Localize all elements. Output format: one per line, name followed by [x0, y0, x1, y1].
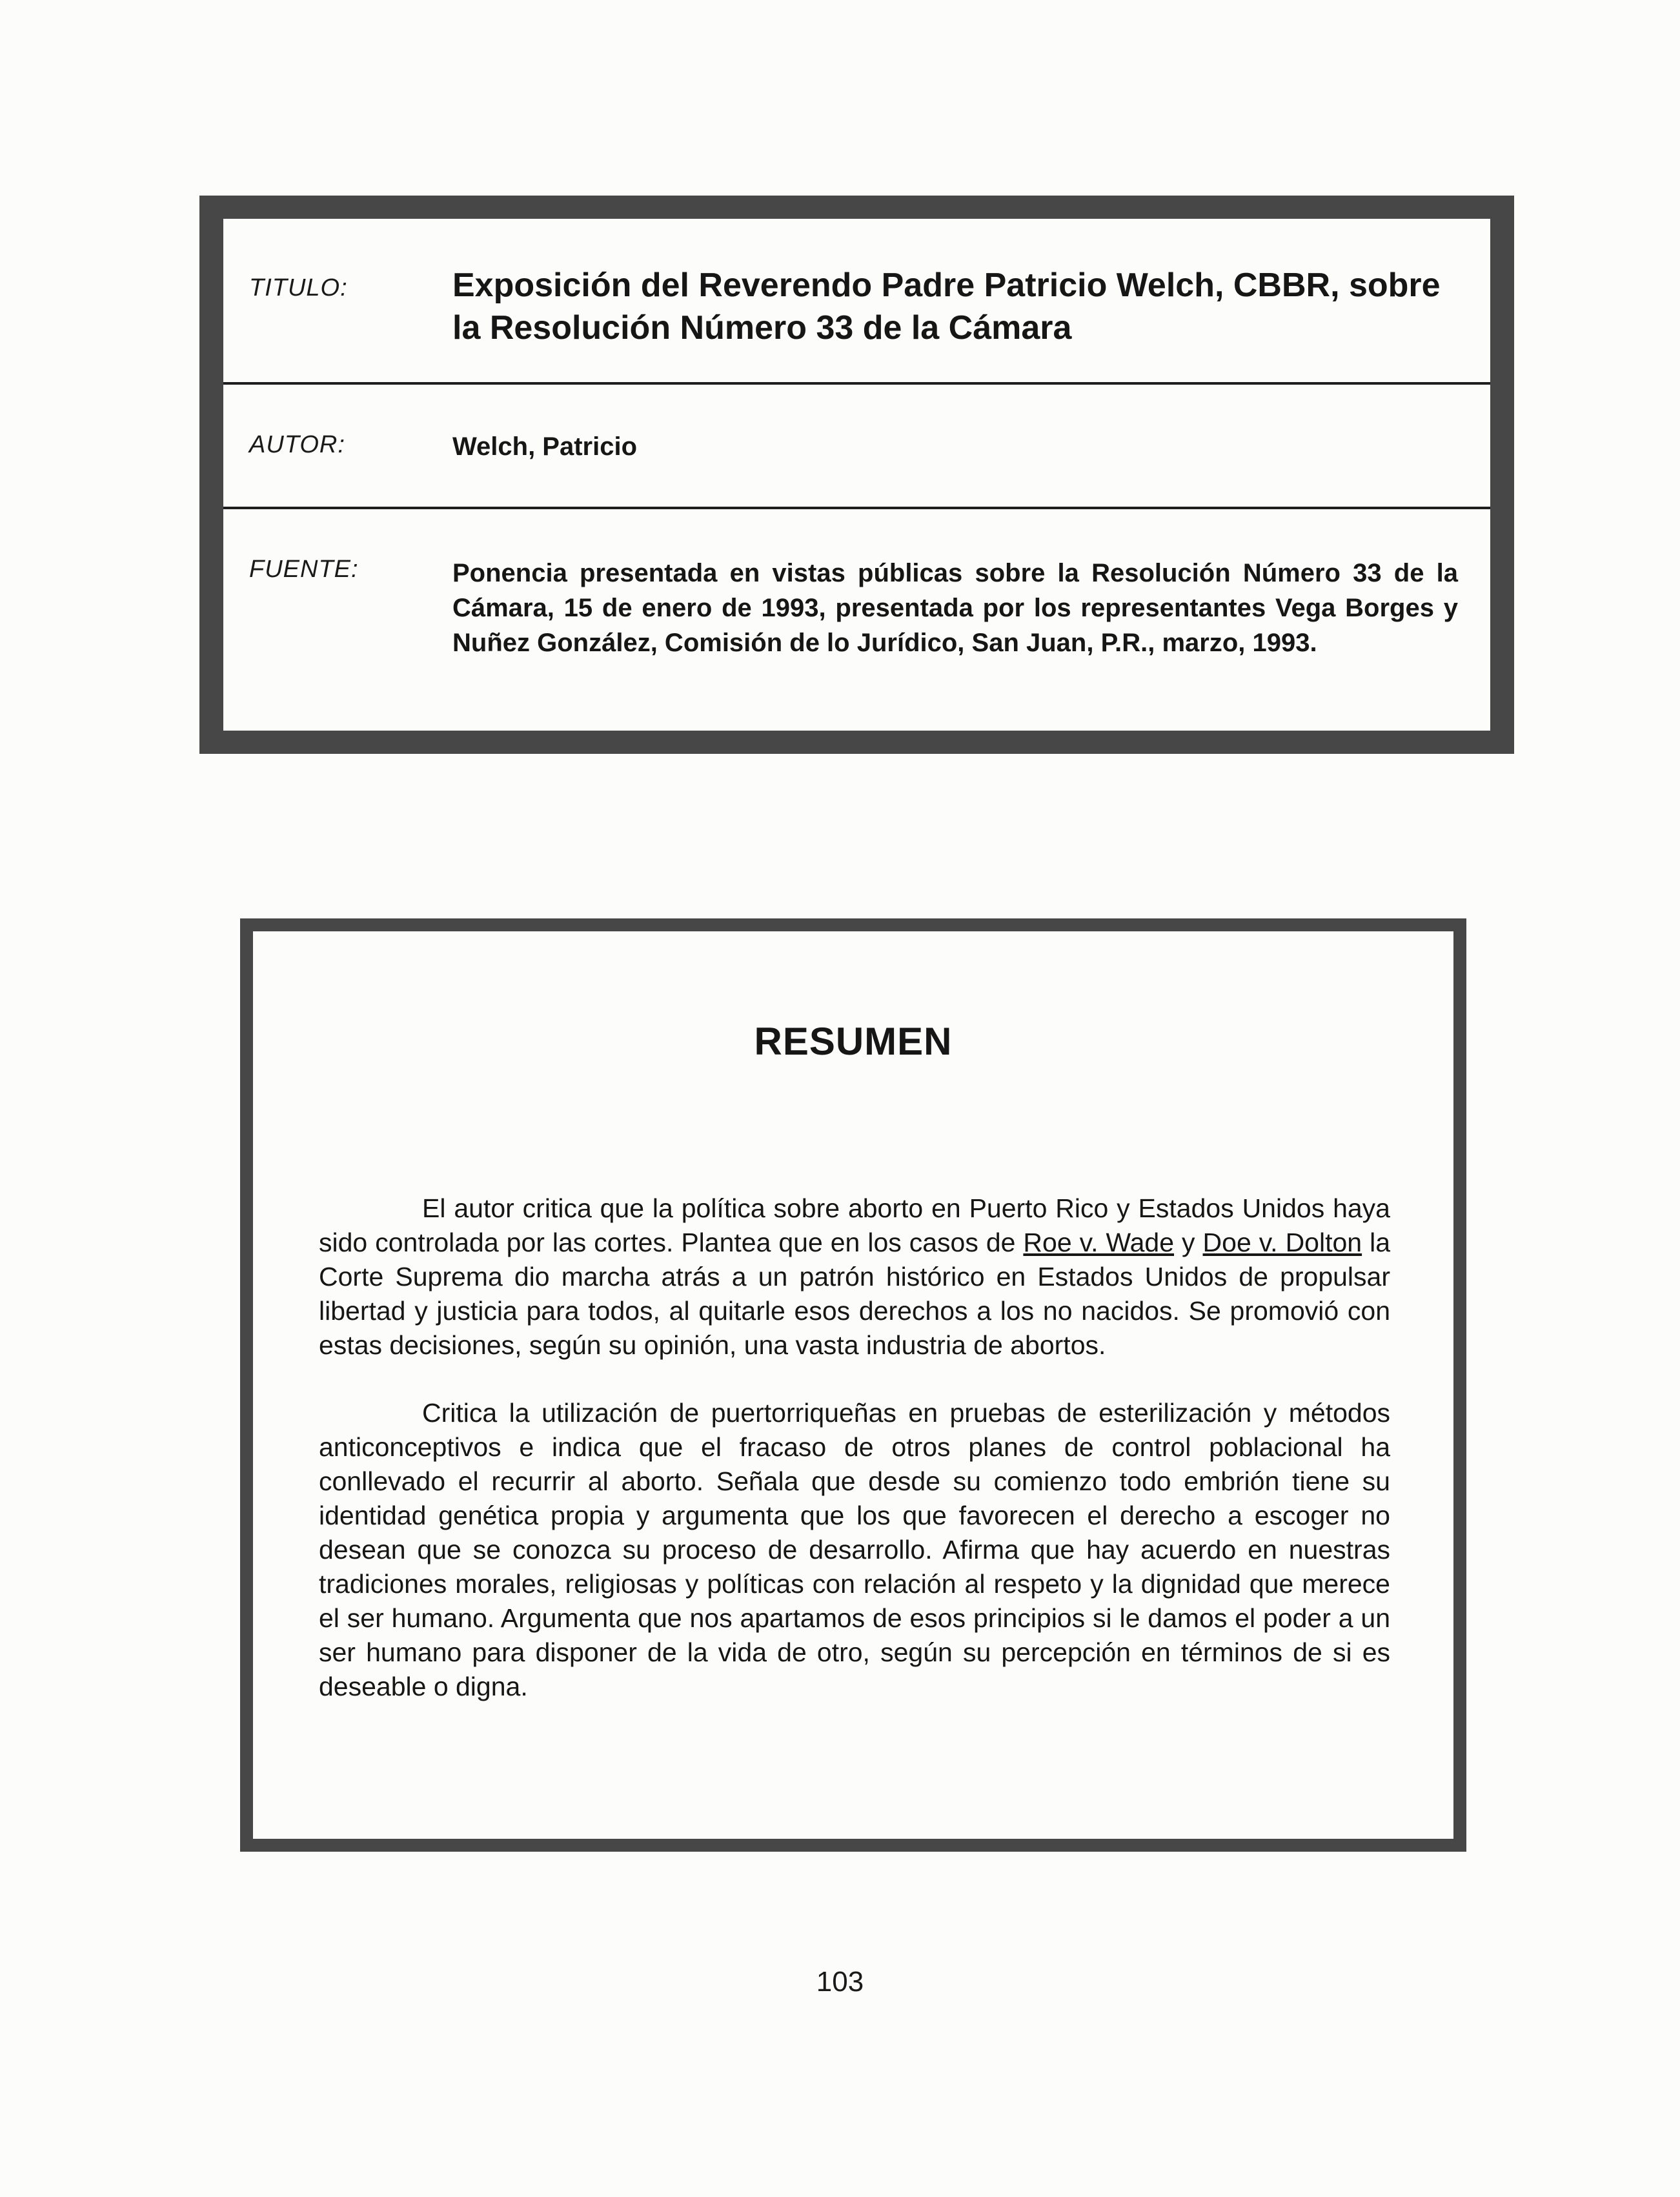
case-reference-roe-v-wade: Roe v. Wade: [1023, 1228, 1175, 1257]
fuente-row: [223, 509, 1490, 731]
page-number: 103: [816, 1966, 864, 1998]
resumen-paragraph-1: [319, 1191, 1390, 1362]
fuente-label: FUENTE:: [249, 556, 359, 583]
titulo-label: TITULO:: [249, 274, 348, 301]
autor-value: Welch, Patricio: [452, 432, 638, 461]
titulo-value: Exposición del Reverendo Padre Patricio Welch, CBBR, sobre la Resolución Número 33 de la Cámara: [452, 267, 1441, 347]
resumen-body: [319, 1191, 1390, 1737]
resumen-box: [240, 918, 1466, 1852]
paragraph-1-text-b: y: [1174, 1228, 1203, 1257]
titulo-row: [223, 219, 1490, 385]
paragraph-1-text-a: El autor critica que la política sobre aborto en Puerto Rico y Estados Unidos haya sido controlada por las cortes. Plantea que en los casos de: [319, 1193, 1390, 1257]
fuente-value: Ponencia presentada en vistas públicas sobre la Resolución Número 33 de la Cámara, 15 de enero de 1993, presentada por los representantes Vega Borges y Nuñez González, Comisión de lo Jurídico, San Juan, P.R., marzo, 1993.: [452, 559, 1458, 657]
resumen-paragraph-2: Critica la utilización de puertorriqueñas en pruebas de esterilización y métodos anticonceptivos e indica que el fracaso de otros planes de control poblacional ha conllevado el recurrir al aborto. Señala que desde su comienzo todo embrión tiene su identidad genética propia y argumenta que los que favorecen el derecho a escoger no desean que se conozca su proceso de desarrollo. Afirma que hay acuerdo en nuestras tradiciones morales, religiosas y políticas con relación al respeto y la dignidad que merece el ser humano. Argumenta que nos apartamos de esos principios si le damos el poder a un ser humano para disponer de la vida de otro, según su percepción en términos de si es deseable o digna.: [319, 1398, 1390, 1701]
resumen-inner: [253, 931, 1453, 1839]
autor-row: [223, 385, 1490, 509]
resumen-title: RESUMEN: [754, 1020, 953, 1063]
paragraph-1-text-c: la Corte Suprema dio marcha atrás a un patrón histórico en Estados Unidos de propulsar libertad y justicia para todos, al quitarle esos derechos a los no nacidos. Se promovió con estas decisiones, según su opinión, una vasta industria de abortos.: [319, 1228, 1390, 1360]
case-reference-doe-v-dolton: Doe v. Dolton: [1202, 1228, 1362, 1257]
record-info-inner: [223, 219, 1490, 731]
record-info-box: [199, 196, 1514, 754]
autor-label: AUTOR:: [249, 431, 345, 458]
